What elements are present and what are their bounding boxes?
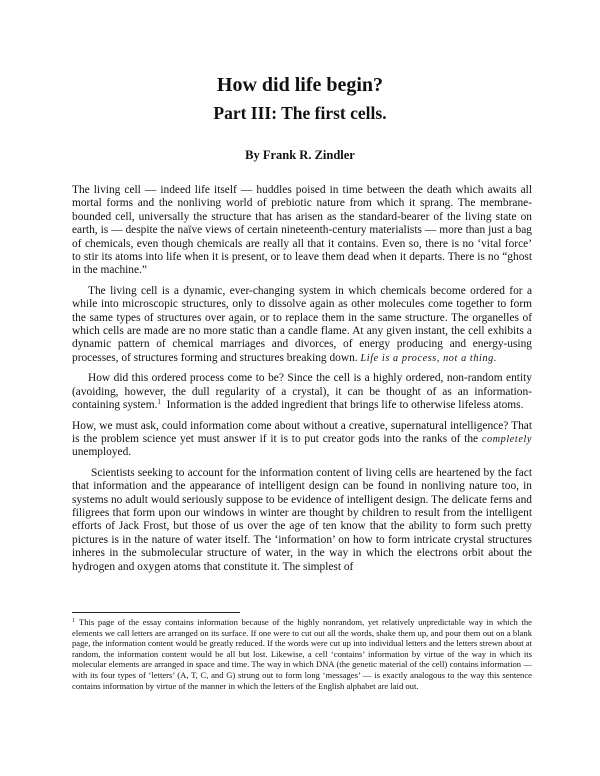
paragraph-2-emphasis: Life is a process, not a thing. [360,352,498,364]
footnote [72,617,532,691]
footnote-ref[interactable]: 1 [157,398,161,407]
paragraph-3 [72,372,532,412]
paragraph-4-tail: unemployed. [72,446,132,459]
footnote-text: This page of the essay contains information because of the highly nonrandom, yet relatively unpredictable way in which the elements we call letters are arranged on its surface. If one were to cut out all the words, shake them up, and pour them out on a blank page, the information content would be greatly reduced. If the words were cut up into individual letters and the letters strewn about at random, the information content would be all but lost. Likewise, a cell ‘contains’ information by virtue of the way in which its molecular elements are arranged in space and time. The way in which DNA (the genetic material of the cell) contains information — with its four types of ‘letters’ (A, T, C, and G) strung out to form long ‘messages’ — is exactly analogous to the way this sentence contains information by virtue of the manner in which the letters of the English alphabet are laid out. [72,617,532,691]
paragraph-1: The living cell — indeed life itself — huddles poised in time between the death which awaits all mortal forms and the nonliving world of prebiotic nature from which it sprang. The membrane-bounded cell, universally the structure that has arisen as the standard-bearer of the living state on earth, is — despite the naïve views of certain nineteenth-century materialists — more than just a bag of chemicals, even though chemicals are really all that it contains. Even so, there is no ‘vital force’ to stir its atoms into life when it is present, or to leave them dead when it departs. There is no “ghost in the machine.” [72,184,532,277]
paragraph-4 [72,420,532,460]
footnote-divider [72,612,240,613]
paragraph-3-tail: Information is the added ingredient that brings life to otherwise lifeless atoms. [166,399,524,412]
paragraph-5: Scientists seeking to account for the information content of living cells are heartened by the fact that information and the appearance of intelligent design can be found in nonliving nature too, in systems no adult would seriously suppose to be evidence of intelligent design. The delicate ferns and filigrees that form upon our windows in winter are thought by children to result from the intelligent efforts of Jack Frost, but those of us over the age of ten know that the ability to form such pretty pictures is in the nature of water itself. The ‘information’ on how to form intricate crystal structures inheres in the submolecular structure of water, in the way in which the electrons orbit about the hydrogen and oxygen atoms that constitute it. The simplest of [72,466,532,573]
paragraph-2 [72,285,532,365]
page-title: How did life begin? [216,74,384,96]
paragraph-4-emphasis: completely [481,433,532,445]
page-subtitle: Part III: The first cells. [213,103,387,123]
article-body [72,184,532,581]
paragraph-3-text: How did this ordered process come to be? Since the cell is a highly ordered, non-random entity (avoiding, however, the dull regularity of a crystal), it can be thought of as an information-containing system. [72,372,532,412]
paragraph-2-text: The living cell is a dynamic, ever-changing system in which chemicals become ordered for a while into microscopic structures, only to dissolve again as other molecules come together to form the same types of structures over again, or to replace them in the same structure. The organelles of which cells are made are no more static than a candle flame. At any given instant, the cell exhibits a dynamic pattern of chemical marriages and divorces, of energy producing and energy-using processes, of structures forming and structures breaking down. [72,284,532,364]
footnote-number: 1 [72,618,75,624]
author-byline: By Frank R. Zindler [245,148,355,162]
paragraph-4-text: How, we must ask, could information come about without a creative, supernatural intelligence? That is the problem science yet must answer if it is to put creator gods into the ranks of the [72,419,532,445]
